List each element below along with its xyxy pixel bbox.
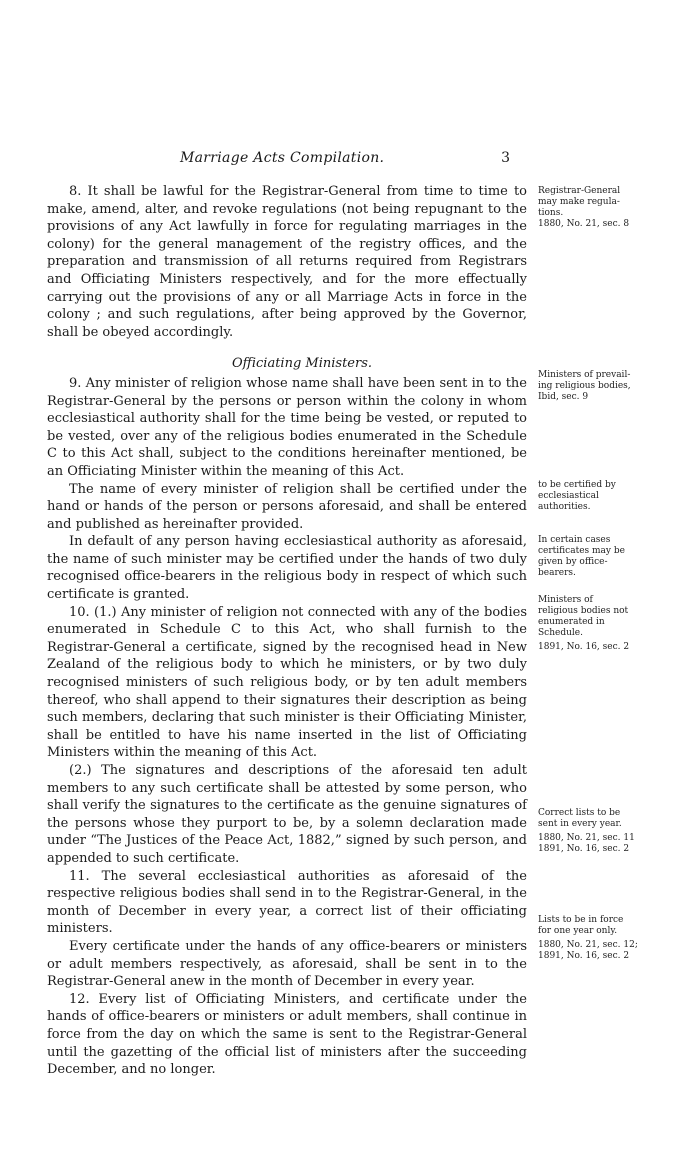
margin-note-line: 1880, No. 21, sec. 12;: [538, 940, 638, 950]
margin-note-line: Ibid, sec. 9: [538, 392, 589, 402]
margin-note-line: for one year only.: [538, 926, 618, 936]
margin-note-line: 1891, No. 16, sec. 2: [538, 642, 630, 652]
page-number: 3: [501, 150, 510, 166]
margin-note-line: 1891, No. 16, sec. 2: [538, 844, 630, 854]
section-9-para-2: The name of every minister of religion shall be certified under the hand or hands of the person or persons aforesaid, and shall be entered and published as hereinafter provided.: [47, 481, 527, 532]
section-10: 10. (1.) Any minister of religion not connected with any of the bodies enumerated in Schedule C to this Act, who shall furnish to the Registrar-General a certificate, signed by the recognised head in New Zealand of the religious body to which he ministers, or by two duly recognised ministers of such religious body, or by ten adult members thereof, who shall append to their signatures their description as being such members, declaring that such minister is their Officiating Minister, shall be entitled to have his name inserted in the list of Officiating Ministers within the meaning of this Act.: [47, 604, 527, 761]
margin-note-line: Ministers of: [538, 595, 593, 605]
margin-note-line: may make regula-: [538, 197, 620, 207]
margin-note-11: [538, 808, 688, 855]
section-9: 9. Any minister of religion whose name shall have been sent in to the Registrar-General by the persons or person within the colony in whom ecclesiastical authority shall for the time being be vested, or reputed to be vested, over any of the religious bodies enumerated in the Schedule C to this Act shall, subject to the conditions hereinafter mentioned, be an Officiating Minister within the meaning of this Act.: [47, 375, 527, 479]
section-heading: Officiating Ministers.: [231, 356, 373, 372]
margin-note-line: sent in every year.: [538, 819, 622, 829]
running-header: [170, 150, 510, 170]
margin-note-line: ecclesiastical: [538, 491, 599, 501]
margin-note-line: In certain cases: [538, 535, 611, 545]
section-11: 11. The several ecclesiastical authorities as aforesaid of the respective religious bodies shall send in to the Registrar-General, in the month of December in every year, a correct list of their officiating ministers.: [47, 868, 527, 937]
margin-note-9: [538, 370, 688, 403]
header-title: Marriage Acts Compilation.: [180, 150, 385, 166]
margin-note-line: Lists to be in force: [538, 915, 624, 925]
margin-note-line: Ministers of prevail-: [538, 370, 631, 380]
margin-note-8: [538, 186, 688, 230]
section-8: 8. It shall be lawful for the Registrar-General from time to time to make, amend, alter, and revoke regulations (not being repugnant to the provisions of any Act lawfully in force for regulating marriages in the colony) for the general management of the registry offices, and the preparation and transmission of all returns required from Registrars and Officiating Ministers respectively, and for the more effectually carrying out the provisions of any or all Marriage Acts in force in the colony ; and such regulations, after being approved by the Governor, shall be obeyed accordingly.: [47, 184, 527, 340]
section-12: 12. Every list of Officiating Ministers, and certificate under the hands of office-bearers or ministers or adult members, shall continue in force from the day on which the same is sent to the Registrar-General until the gazetting of the official list of ministers after the succeeding December, and no longer.: [47, 991, 527, 1078]
margin-note-line: ing religious bodies,: [538, 381, 631, 391]
margin-note-line: tions.: [538, 208, 564, 218]
margin-note-line: Correct lists to be: [538, 808, 621, 818]
body-text: [47, 183, 527, 1079]
margin-note-line: Registrar-General: [538, 186, 621, 196]
margin-note-line: Schedule.: [538, 628, 583, 638]
margin-note-9c: [538, 535, 688, 579]
margin-note-9b: [538, 480, 688, 513]
section-10-sub-2: (2.) The signatures and descriptions of the aforesaid ten adult members to any such certificate shall be attested by some person, who shall verify the signatures to the certificate as the genuine signatures of the persons whose they purport to be, by a solemn declaration made under “The Justices of the Peace Act, 1882,” signed by such person, and appended to such certificate.: [47, 763, 527, 866]
margin-note-line: 1880, No. 21, sec. 8: [538, 219, 630, 229]
margin-note-line: religious bodies not: [538, 606, 629, 616]
margin-note-line: given by office-: [538, 557, 608, 567]
margin-note-line: 1891, No. 16, sec. 2: [538, 951, 630, 961]
margin-note-line: enumerated in: [538, 617, 605, 627]
margin-note-line: 1880, No. 21, sec. 11: [538, 833, 635, 843]
margin-note-12: [538, 915, 688, 962]
margin-note-line: certificates may be: [538, 546, 625, 556]
margin-note-10: [538, 595, 688, 653]
margin-note-line: bearers.: [538, 568, 576, 578]
section-11-para-2: Every certificate under the hands of any office-bearers or ministers or adult members respectively, as aforesaid, shall be sent in to the Registrar-General anew in the month of December in every year.: [47, 938, 527, 990]
section-9-para-3: In default of any person having ecclesiastical authority as aforesaid, the name of such minister may be certified under the hands of two duly recognised office-bearers in the religious body in respect of which such certificate is granted.: [47, 534, 527, 603]
margin-note-line: to be certified by: [538, 480, 616, 490]
margin-note-line: authorities.: [538, 502, 591, 512]
